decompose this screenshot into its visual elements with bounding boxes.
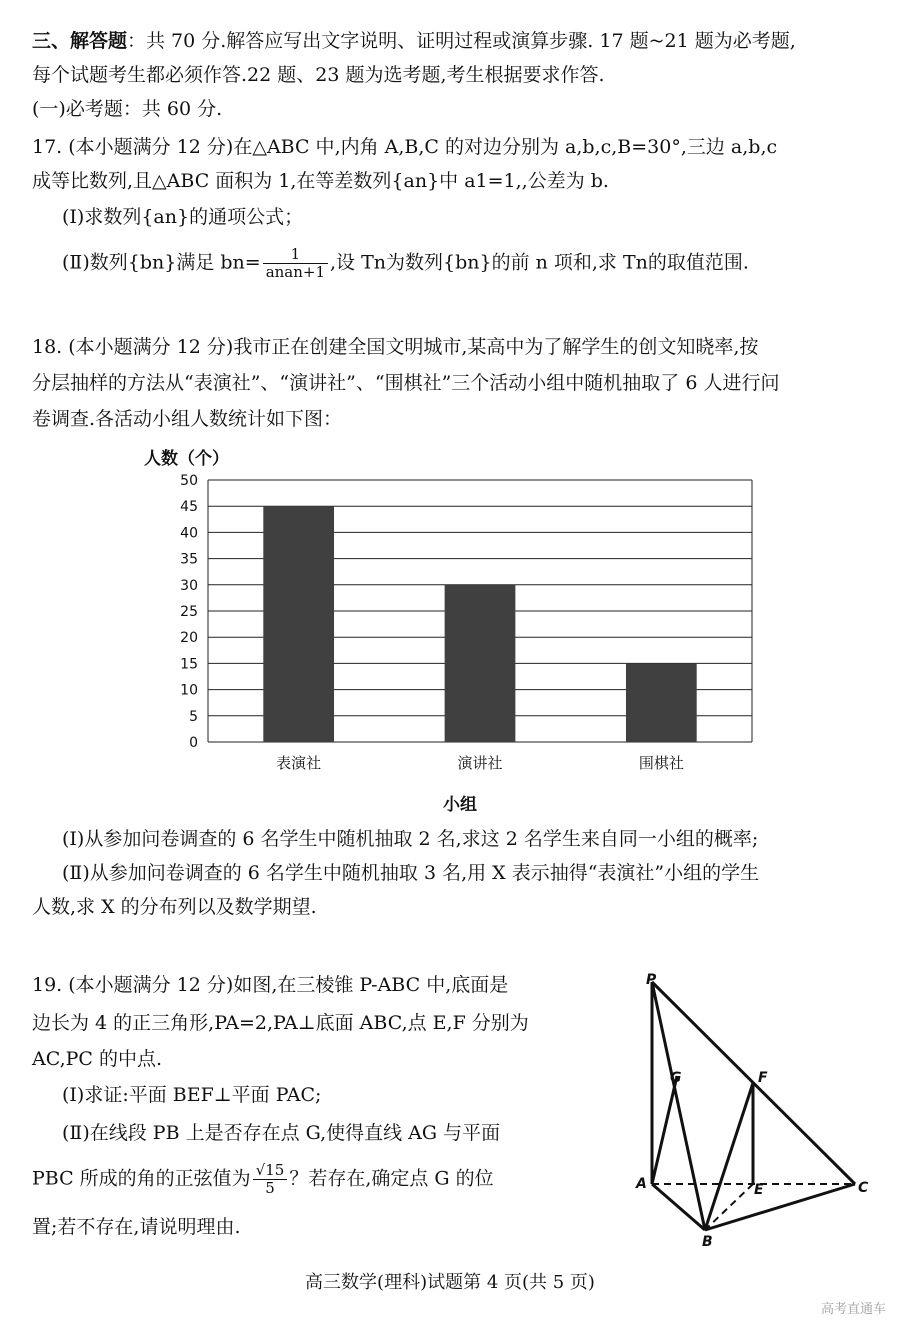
q18-part-2-line-1: (Ⅱ)从参加问卷调查的 6 名学生中随机抽取 3 名,用 X 表示抽得“表演社”小组的学生 — [62, 862, 760, 884]
bar — [626, 663, 697, 742]
x-tick-label: 演讲社 — [457, 754, 503, 772]
segment-ag — [652, 1076, 677, 1184]
q17-line-2: 成等比数列,且△ABC 面积为 1,在等差数列{an}中 a1=1,,公差为 b. — [32, 170, 609, 192]
q19-part-2-line-1: (Ⅱ)在线段 PB 上是否存在点 G,使得直线 AG 与平面 — [62, 1122, 501, 1144]
q17-frac-den: anan+1 — [265, 263, 326, 281]
q17-part-2 — [62, 246, 749, 281]
q18-part-2-line-2: 人数,求 X 的分布列以及数学期望. — [32, 896, 317, 918]
q19-part-2-pre: PBC 所成的角的正弦值为 — [32, 1167, 251, 1190]
y-axis-label: 人数（个） — [144, 449, 229, 469]
y-tick-label: 45 — [180, 499, 198, 516]
x-tick-label: 围棋社 — [638, 754, 684, 772]
bar — [445, 585, 516, 742]
label-a: A — [636, 1176, 647, 1192]
q19-frac-den: 5 — [265, 1179, 275, 1197]
section-header — [32, 28, 796, 54]
q17-part-2-post: ,设 Tn为数列{bn}的前 n 项和,求 Tn的取值范围. — [330, 251, 749, 274]
label-e: E — [754, 1182, 764, 1198]
q19-frac-num: √15 — [253, 1162, 288, 1180]
label-g: G — [670, 1070, 682, 1086]
q17-part-1: (Ⅰ)求数列{an}的通项公式； — [62, 206, 304, 228]
watermark: 高考直通车 — [820, 1302, 886, 1317]
q18-line-2: 分层抽样的方法从“表演社”、“演讲社”、“围棋社”三个活动小组中随机抽取了 6 人进行问 — [32, 372, 780, 394]
label-f: F — [758, 1070, 768, 1086]
x-axis-label: 小组 — [443, 795, 477, 815]
section-line-2: 每个试题考生都必须作答.22 题、23 题为选考题,考生根据要求作答. — [32, 64, 605, 86]
q19-part-1: (Ⅰ)求证:平面 BEF⊥平面 PAC; — [62, 1084, 322, 1106]
y-tick-label: 10 — [180, 682, 198, 699]
q17-part-2-pre: (Ⅱ)数列{bn}满足 bn= — [62, 251, 261, 274]
y-tick-label: 40 — [180, 525, 198, 542]
bar — [263, 506, 334, 742]
section-header-text: ：共 70 分.解答应写出文字说明、证明过程或演算步骤. 17 题~21 题为必考题, — [127, 30, 796, 52]
x-tick-label: 表演社 — [276, 754, 322, 772]
q19-part-2-line-3: 置;若不存在,请说明理由. — [32, 1216, 241, 1238]
q18-line-3: 卷调查.各活动小组人数统计如下图： — [32, 408, 343, 430]
q17-fraction — [263, 246, 328, 281]
y-tick-label: 0 — [189, 735, 198, 751]
y-tick-label: 50 — [180, 473, 198, 489]
bar-chart — [140, 440, 760, 820]
y-tick-label: 25 — [180, 604, 198, 620]
q17-frac-num: 1 — [263, 246, 328, 264]
y-tick-label: 30 — [180, 577, 198, 594]
label-p: P — [646, 972, 657, 988]
y-tick-label: 20 — [180, 630, 198, 647]
q19-line-2: 边长为 4 的正三角形,PA=2,PA⊥底面 ABC,点 E,F 分别为 — [32, 1012, 529, 1034]
label-b: B — [702, 1234, 713, 1250]
required-heading: (一)必考题：共 60 分. — [32, 98, 223, 120]
q17-line-1: 17. (本小题满分 12 分)在△ABC 中,内角 A,B,C 的对边分别为 a,b,c,B=30°,三边 a,b,c — [32, 136, 778, 158]
edge-bc — [705, 1184, 855, 1230]
section-header-bold: 三、解答题 — [32, 30, 128, 52]
q19-part-2-post: ？若存在,确定点 G 的位 — [289, 1167, 494, 1190]
q19-part-2-line-2 — [32, 1162, 494, 1197]
q18-line-1: 18. (本小题满分 12 分)我市正在创建全国文明城市,某高中为了解学生的创文知晓率,按 — [32, 336, 759, 358]
y-tick-label: 15 — [180, 656, 198, 673]
q19-line-3: AC,PC 的中点. — [32, 1048, 163, 1070]
segment-bf — [705, 1083, 753, 1230]
label-c: C — [858, 1180, 869, 1196]
q19-line-1: 19. (本小题满分 12 分)如图,在三棱锥 P-ABC 中,底面是 — [32, 974, 509, 996]
q19-fraction — [253, 1162, 288, 1197]
y-tick-label: 35 — [180, 551, 198, 568]
page-footer: 高三数学(理科)试题第 4 页(共 5 页) — [305, 1272, 595, 1293]
q18-part-1: (Ⅰ)从参加问卷调查的 6 名学生中随机抽取 2 名,求这 2 名学生来自同一小组的概率; — [62, 828, 759, 850]
pyramid-figure — [620, 970, 890, 1250]
y-tick-label: 5 — [189, 708, 198, 725]
